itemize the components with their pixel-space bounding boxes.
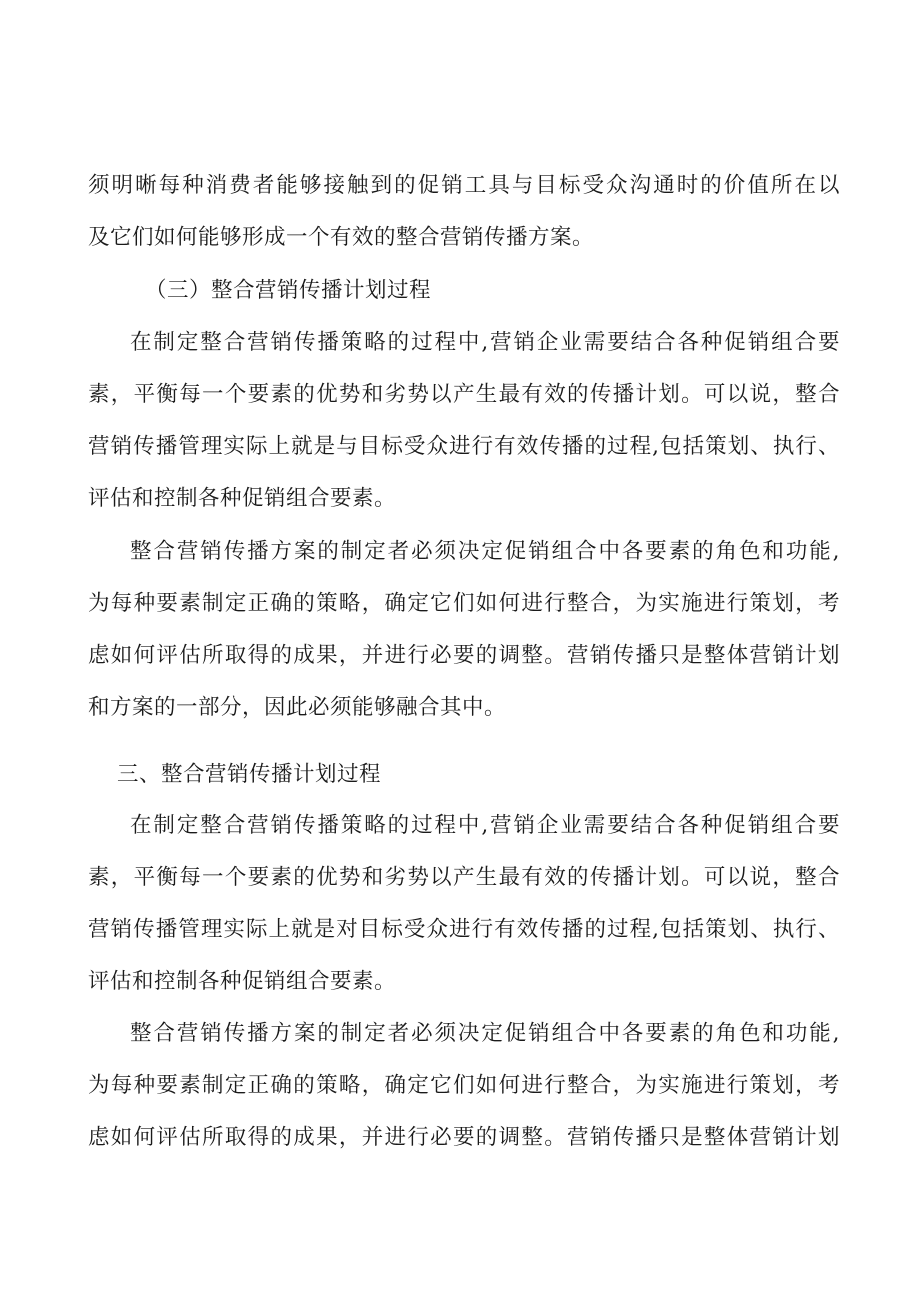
paragraph-line: 评估和控制各种促销组合要素。 <box>88 969 397 994</box>
paragraph-line: 营销传播管理实际上就是对目标受众进行有效传播的过程,包括策划、执行、 <box>88 917 840 942</box>
paragraph-line: 为每种要素制定正确的策略，确定它们如何进行整合，为实施进行策划，考 <box>88 1073 840 1098</box>
paragraph-line: 及它们如何能够形成一个有效的整合营销传播方案。 <box>88 225 595 250</box>
section-subheading: （三）整合营销传播计划过程 <box>145 278 432 303</box>
paragraph-line: 须明晰每种消费者能够接触到的促销工具与目标受众沟通时的价值所在以 <box>88 173 840 198</box>
paragraph-line: 在制定整合营销传播策略的过程中,营销企业需要结合各种促销组合要 <box>130 330 840 355</box>
section-heading: 三、整合营销传播计划过程 <box>117 762 382 787</box>
paragraph-line: 评估和控制各种促销组合要素。 <box>88 486 397 511</box>
paragraph-line: 营销传播管理实际上就是与目标受众进行有效传播的过程,包括策划、执行、 <box>88 434 840 459</box>
paragraph-line: 素，平衡每一个要素的优势和劣势以产生最有效的传播计划。可以说，整合 <box>88 382 840 407</box>
paragraph-line: 虑如何评估所取得的成果，并进行必要的调整。营销传播只是整体营销计划 <box>88 1125 840 1150</box>
paragraph-line: 素，平衡每一个要素的优势和劣势以产生最有效的传播计划。可以说，整合 <box>88 865 840 890</box>
paragraph-line: 整合营销传播方案的制定者必须决定促销组合中各要素的角色和功能, <box>130 539 840 564</box>
paragraph-line: 虑如何评估所取得的成果，并进行必要的调整。营销传播只是整体营销计划 <box>88 643 840 668</box>
paragraph-line: 在制定整合营销传播策略的过程中,营销企业需要结合各种促销组合要 <box>130 813 840 838</box>
paragraph-line: 和方案的一部分，因此必须能够融合其中。 <box>88 695 507 720</box>
paragraph-line: 为每种要素制定正确的策略，确定它们如何进行整合，为实施进行策划，考 <box>88 591 840 616</box>
paragraph-line: 整合营销传播方案的制定者必须决定促销组合中各要素的角色和功能, <box>130 1021 840 1046</box>
